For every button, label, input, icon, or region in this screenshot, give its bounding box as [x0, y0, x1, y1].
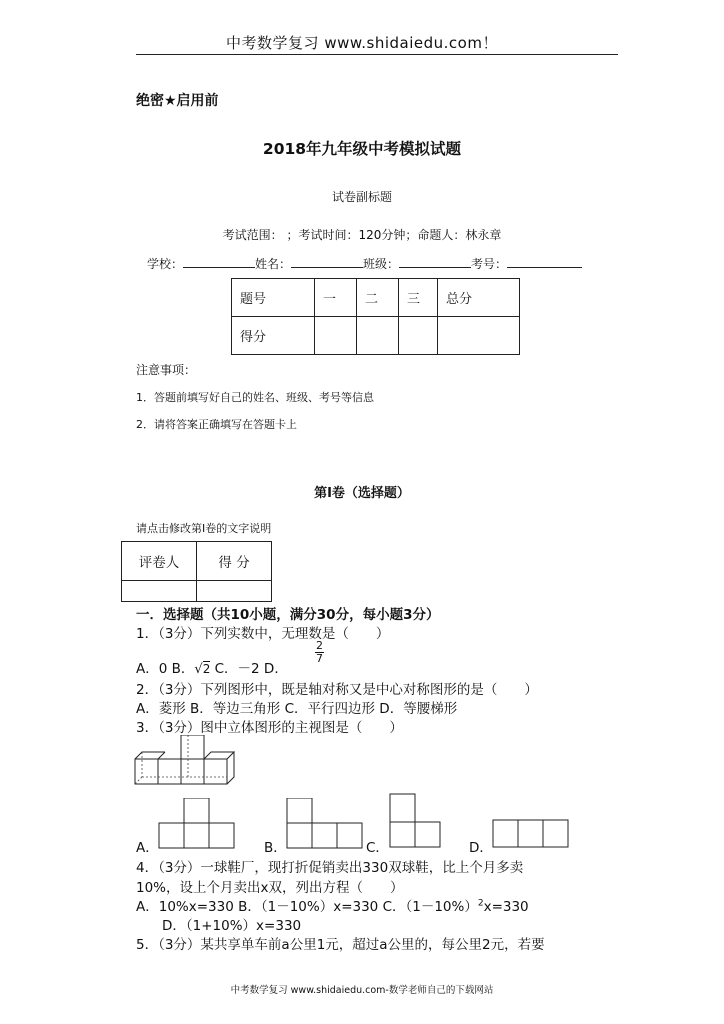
section-note: 请点击修改第Ⅰ卷的文字说明: [136, 522, 272, 535]
square: [390, 822, 415, 847]
score-cell: [357, 317, 399, 355]
option-a-figure: [158, 798, 236, 850]
square: [184, 823, 209, 848]
page-header: 中考数学复习 www.shidaiedu.com！: [226, 34, 498, 52]
question-4-options: [136, 895, 529, 915]
exam-title: 2018年九年级中考模拟试题: [262, 140, 462, 158]
grader-label: 评卷人: [122, 542, 197, 581]
sqrt-argument: 2: [202, 662, 211, 676]
score-header-cell: 一: [315, 279, 357, 317]
fraction-numerator: 2: [316, 639, 323, 652]
note-item: 2．请将答案正确填写在答题卡上: [136, 418, 297, 431]
q1-option-c-d: C．－2 D．: [214, 661, 288, 677]
exam-info: 考试范围： ；考试时间：120分钟；命题人：林永章: [222, 228, 502, 242]
question-1-stem: 1．（3分）下列实数中，无理数是（ ）: [136, 626, 390, 642]
grader-value-row: [122, 581, 272, 602]
square: [390, 794, 415, 822]
secret-mark: 绝密★启用前: [136, 93, 219, 109]
score-cell: [399, 317, 438, 355]
name-label: 姓名：: [255, 257, 292, 271]
q3-label-a: A．: [136, 840, 159, 856]
q3-label-b: B．: [264, 840, 287, 856]
class-label: 班级：: [363, 257, 400, 271]
score-header-cell: 二: [357, 279, 399, 317]
score-header-row: [232, 279, 520, 317]
score-header-cell: 总分: [438, 279, 520, 317]
square: [159, 823, 184, 848]
square: [184, 798, 209, 823]
grader-cell: [122, 581, 197, 602]
square: [493, 820, 518, 847]
score-row-label: 得分: [232, 317, 315, 355]
option-b-figure: [286, 798, 364, 850]
question-1-options: [136, 657, 288, 677]
front-face: [181, 759, 204, 784]
q4-option-c-rest: x=330: [483, 899, 529, 915]
front-face: [158, 759, 181, 784]
square: [287, 823, 312, 848]
part-title: 一．选择题（共10小题，满分30分，每小题3分）: [136, 607, 440, 623]
option-d-figure: [492, 819, 570, 849]
depth-edge: [158, 752, 165, 759]
q4-options-abc: A．10%x=330 B．（1－10%）x=330 C．（1－10%）: [136, 899, 478, 915]
square: [518, 820, 543, 847]
question-4-option-d: D．（1+10%）x=330: [162, 918, 302, 934]
option-c-figure: [389, 793, 443, 849]
fraction: [315, 640, 324, 665]
score-table: [231, 278, 520, 355]
grader-cell: [197, 581, 272, 602]
grader-header-row: [122, 542, 272, 581]
grader-table: [121, 541, 272, 602]
class-blank: [399, 257, 471, 268]
q4-superscript: 2: [477, 898, 484, 909]
note-item: 1．答题前填写好自己的姓名、班级、考号等信息: [136, 391, 374, 404]
square: [543, 820, 568, 847]
square: [415, 822, 440, 847]
depth-edge: [227, 752, 234, 784]
grader-score-label: 得 分: [197, 542, 272, 581]
score-value-row: [232, 317, 520, 355]
score-cell: [438, 317, 520, 355]
front-face: [204, 759, 227, 784]
depth-edge: [204, 752, 234, 759]
name-blank: [291, 257, 363, 268]
exam-subtitle: 试卷副标题: [331, 190, 392, 204]
header-divider: [136, 54, 618, 55]
fraction-denominator: 7: [316, 652, 323, 665]
square: [312, 823, 337, 848]
q3-label-d: D．: [469, 840, 493, 856]
question-3-stem: 3．（3分）图中立体图形的主视图是（ ）: [136, 720, 403, 736]
question-4-line: 10%，设上个月卖出x双，列出方程（ ）: [136, 880, 404, 896]
question-4-line: 4．（3分）一球鞋厂，现打折促销卖出330双球鞋，比上个月多卖: [136, 860, 524, 876]
school-label: 学校：: [147, 257, 184, 271]
score-header-cell: 三: [399, 279, 438, 317]
page-footer: 中考数学复习 www.shidaiedu.com-数学老师自己的下载网站: [230, 985, 494, 996]
sqrt-symbol: √: [194, 662, 203, 677]
section-title: 第Ⅰ卷（选择题）: [314, 486, 410, 501]
notes-heading: 注意事项：: [136, 363, 197, 377]
square: [337, 823, 362, 848]
solid-figure: [134, 735, 236, 793]
hidden-edge: [135, 777, 142, 784]
school-blank: [183, 257, 255, 268]
question-5-line: 5．（3分）某共享单车前a公里1元，超过a公里的，每公里2元，若要: [136, 937, 545, 953]
q1-option-a-b: A．0 B．: [136, 661, 195, 677]
q3-label-c: C．: [366, 840, 389, 856]
front-face: [181, 735, 204, 759]
question-2-stem: 2．（3分）下列图形中，既是轴对称又是中心对称图形的是（ ）: [136, 682, 538, 698]
depth-edge: [135, 752, 165, 759]
number-blank: [507, 257, 582, 268]
square: [287, 798, 312, 823]
score-cell: [315, 317, 357, 355]
number-label: 考号：: [471, 257, 508, 271]
student-fields: [147, 255, 582, 272]
question-2-options: A．菱形 B．等边三角形 C．平行四边形 D．等腰梯形: [136, 701, 458, 717]
score-header-cell: 题号: [232, 279, 315, 317]
square: [209, 823, 234, 848]
